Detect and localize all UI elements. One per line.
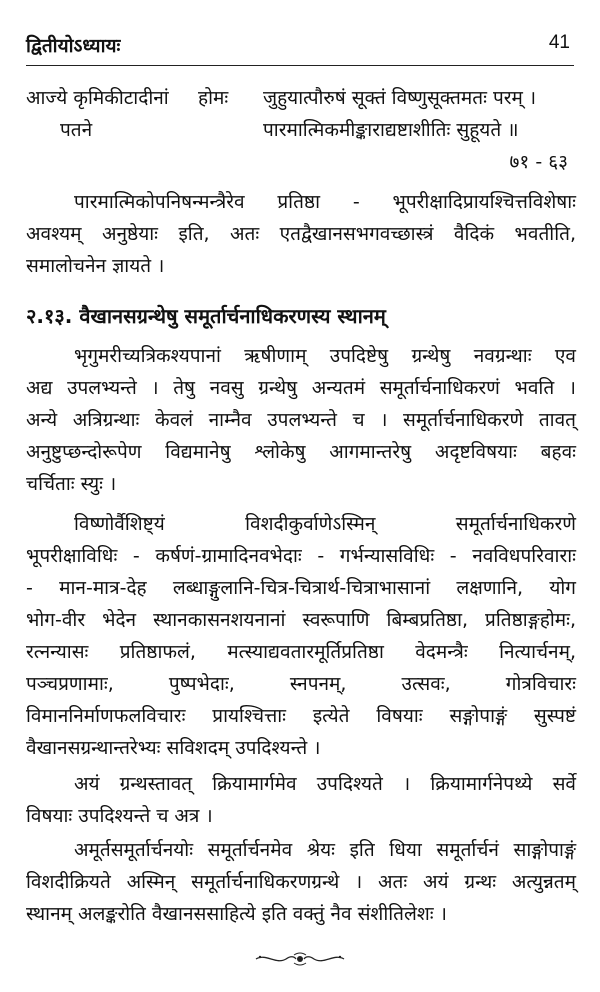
text-line: पारमात्मिकोपनिषन्मन्त्रैरेव प्रतिष्ठा - भूपरीक्षादिप्रायश्चित्तविशेषाः xyxy=(74,191,576,213)
text-line: अयं ग्रन्थस्तावत् क्रियामार्गमेव उपदिश्यते । क्रियामार्गनेपथ्ये सर्वे xyxy=(74,773,576,795)
verse-reference-row xyxy=(26,148,574,180)
text-line: अन्ये अत्रिग्रन्थाः केवलं नाम्नैव उपलभ्यन्ते च । समूर्तार्चनाधिकरणे तावत् xyxy=(26,409,576,431)
text-line: भूपरीक्षाविधिः - कर्षणं-ग्रामादिनवभेदाः - गर्भन्यासविधिः - नवविधपरिवाराः xyxy=(26,545,576,567)
paragraph-4 xyxy=(26,768,576,832)
text-line: अनुष्टुप्छन्दोरूपेण विद्यमानेषु श्लोकेषु आगमान्तरेषु अदृष्टविषयाः बहवः xyxy=(26,441,576,463)
running-title: द्वितीयोऽध्यायः xyxy=(26,35,121,57)
verse-line2-col1: पतने xyxy=(60,119,93,141)
text-line: रत्नन्यासः प्रतिष्ठाफलं, मत्स्याद्यवतारमूर्तिप्रतिष्ठा वेदमन्त्रैः नित्यार्चनम्, xyxy=(26,641,576,663)
end-ornament-icon xyxy=(254,952,346,966)
verse-line1-col1: आज्ये कृमिकीटादीनां xyxy=(26,87,169,109)
text-line: अवश्यम् अनुष्ठेयाः इति, अतः एतद्वैखानसभगवच्छास्त्रं वैदिकं भवतीति, xyxy=(26,223,576,245)
text-line: भृगुमरीच्यत्रिकश्यपानां ऋषीणाम् उपदिष्टेषु ग्रन्थेषु नवग्रन्थाः एव xyxy=(74,345,576,367)
header-rule xyxy=(26,65,574,66)
section-heading: २.१३. वैखानसग्रन्थेषु समूर्तार्चनाधिकरणस्य स्थानम् xyxy=(26,304,386,328)
text-line: अद्य उपलभ्यन्ते । तेषु नवसु ग्रन्थेषु अन्यतमं समूर्तार्चनाधिकरणं भवति । xyxy=(26,377,576,399)
text-line: विषयाः उपदिश्यन्ते च अत्र । xyxy=(26,805,213,827)
verse-line1-col3: जुहुयात्पौरुषं सूक्तं विष्णुसूक्तमतः परम् । xyxy=(263,87,537,109)
verse-line2-col3: पारमात्मिकमीङ्काराद्यष्टाशीतिः सुहूयते ॥ xyxy=(263,119,519,141)
text-line: - मान-मात्र-देह लब्धाङ्गुलानि-चित्र-चित्रार्थ-चित्राभासानां लक्षणानि, योग xyxy=(26,577,576,599)
text-line: पञ्चप्रणामाः, पुष्पभेदाः, स्नपनम्, उत्सवः, गोत्रविचारः xyxy=(26,673,576,695)
text-line: विशदीक्रियते अस्मिन् समूर्तार्चनाधिकरणग्रन्थे । अतः अयं ग्रन्थः अत्युन्नतम् xyxy=(26,871,576,893)
paragraph-5 xyxy=(26,834,576,930)
text-line: अमूर्तसमूर्तार्चनयोः समूर्तार्चनमेव श्रेयः इति धिया समूर्तार्चनं साङ्गोपाङ्गं xyxy=(74,839,576,861)
paragraph-3 xyxy=(26,508,576,764)
text-line: विमाननिर्माणफलविचारः प्रायश्चित्ताः इत्येते विषयाः सङ्गोपाङ्गं सुस्पष्टं xyxy=(26,705,576,727)
text-line: वैखानसग्रन्थान्तरेभ्यः सविशदम् उपदिश्यन्ते । xyxy=(26,737,321,759)
page-number: 41 xyxy=(548,32,570,53)
text-line: चर्चिताः स्युः । xyxy=(26,473,117,495)
text-line: समालोचनेन ज्ञायते । xyxy=(26,255,165,277)
paragraph-2 xyxy=(26,340,576,500)
text-line: विष्णोर्वैशिष्ट्यं विशदीकुर्वाणेऽस्मिन् समूर्तार्चनाधिकरणे xyxy=(74,513,576,535)
text-line: स्थानम् अलङ्करोति वैखानससाहित्ये इति वक्तुं नैव संशीतिलेशः । xyxy=(26,903,447,925)
paragraph-1 xyxy=(26,186,576,282)
verse-block xyxy=(26,84,574,180)
verse-line xyxy=(26,116,574,148)
verse-line1-col2: होमः xyxy=(198,87,229,109)
page-header xyxy=(26,32,570,62)
verse-reference: ७१ - ६३ xyxy=(509,151,568,173)
text-line: भोग-वीर भेदेन स्थानकासनशयनानां स्वरूपाणि बिम्बप्रतिष्ठा, प्रतिष्ठाङ्गहोमः, xyxy=(26,609,576,631)
verse-line xyxy=(26,84,574,116)
